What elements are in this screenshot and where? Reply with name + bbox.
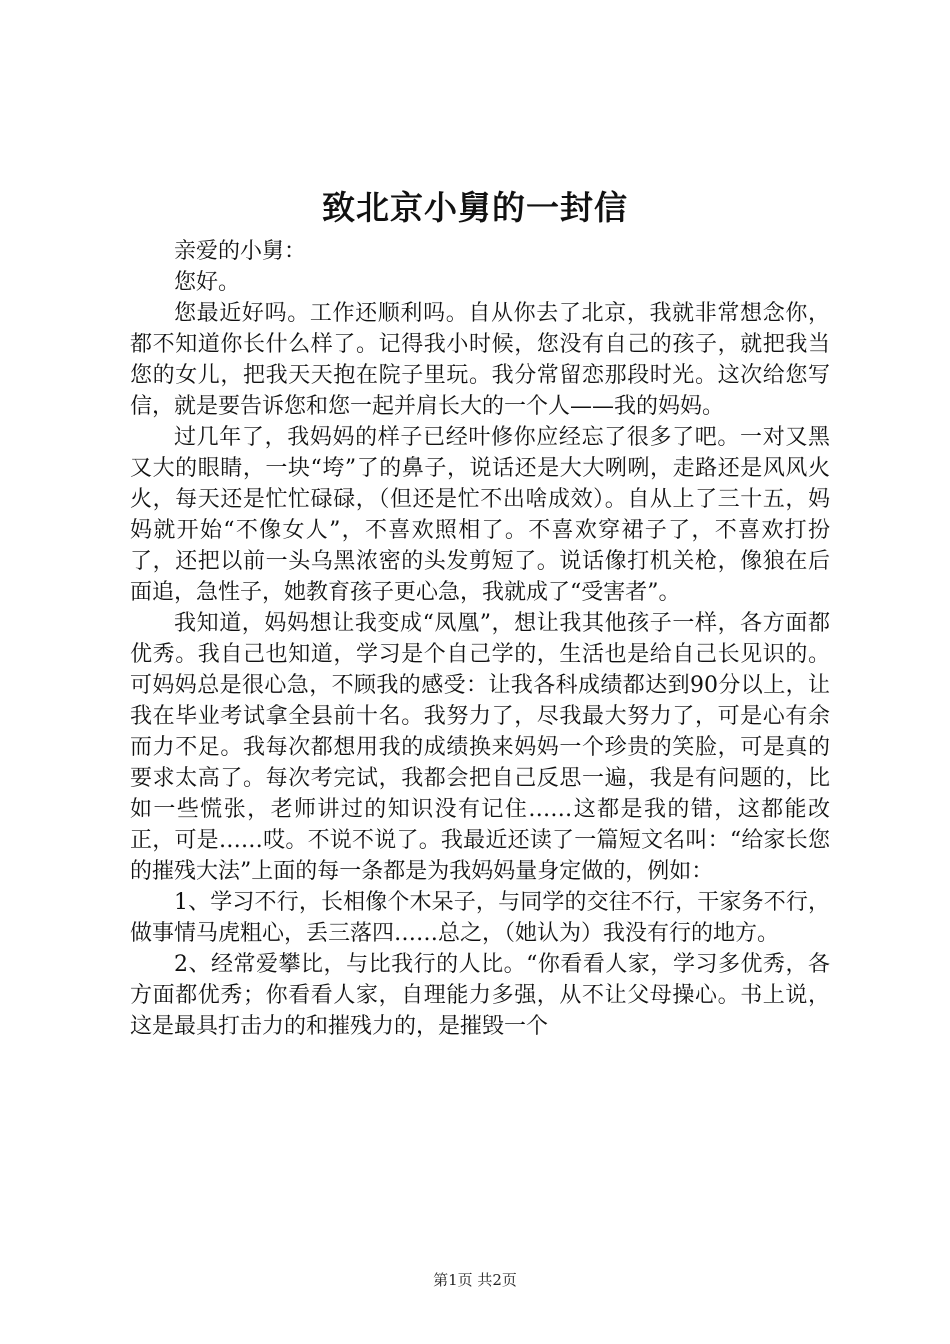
paragraph: 我知道，妈妈想让我变成“凤凰”，想让我其他孩子一样，各方面都优秀。我自己也知道，学习是个自己学的，生活也是给自己长见识的。可妈妈总是很心急，不顾我的感受：让我各科成绩都达到90分以上，让我在毕业考试拿全县前十名。我努力了，尽我最大努力了，可是心有余而力不足。我每次都想用我的成绩换来妈妈一个珍贵的笑脸，可是真的要求太高了。每次考完试，我都会把自己反思一遍，我是有问题的，比如一些慌张，老师讲过的知识没有记住……这都是我的错，这都能改正，可是……哎。不说不说了。我最近还读了一篇短文名叫：“给家长您的摧残大法”上面的每一条都是为我妈妈量身定做的，例如： — [130, 611, 830, 884]
salutation: 亲爱的小舅： — [174, 239, 307, 264]
paragraph: 您最近好吗。工作还顺利吗。自从你去了北京，我就非常想念你，都不知道你长什么样了。记得我小时候，您没有自己的孩子，就把我当您的女儿，把我天天抱在院子里玩。我分常留恋那段时光。这次给您写信，就是要告诉您和您一起并肩长大的一个人——我的妈妈。 — [130, 301, 830, 419]
document-title: 致北京小舅的一封信 — [322, 188, 628, 227]
page-footer: 第1页 共2页 — [433, 1271, 517, 1289]
greeting: 您好。 — [174, 270, 241, 295]
list-item: 1、学习不行，长相像个木呆子，与同学的交往不行，干家务不行，做事情马虎粗心，丢三落四……总之，（她认为）我没有行的地方。 — [130, 890, 830, 946]
letter-body — [130, 236, 830, 1042]
paragraph: 过几年了，我妈妈的样子已经叶修你应经忘了很多了吧。一对又黑又大的眼睛，一块“垮”了的鼻子，说话还是大大咧咧，走路还是风风火火，每天还是忙忙碌碌，（但还是忙不出啥成效）。自从上了三十五，妈妈就开始“不像女人”，不喜欢照相了。不喜欢穿裙子了，不喜欢打扮了，还把以前一头乌黑浓密的头发剪短了。说话像打机关枪，像狼在后面追，急性子，她教育孩子更心急，我就成了“受害者”。 — [130, 425, 830, 605]
list-item: 2、经常爱攀比，与比我行的人比。“你看看人家，学习多优秀，各方面都优秀；你看看人家，自理能力多强，从不让父母操心。书上说，这是最具打击力的和摧残力的，是摧毁一个 — [130, 952, 830, 1039]
